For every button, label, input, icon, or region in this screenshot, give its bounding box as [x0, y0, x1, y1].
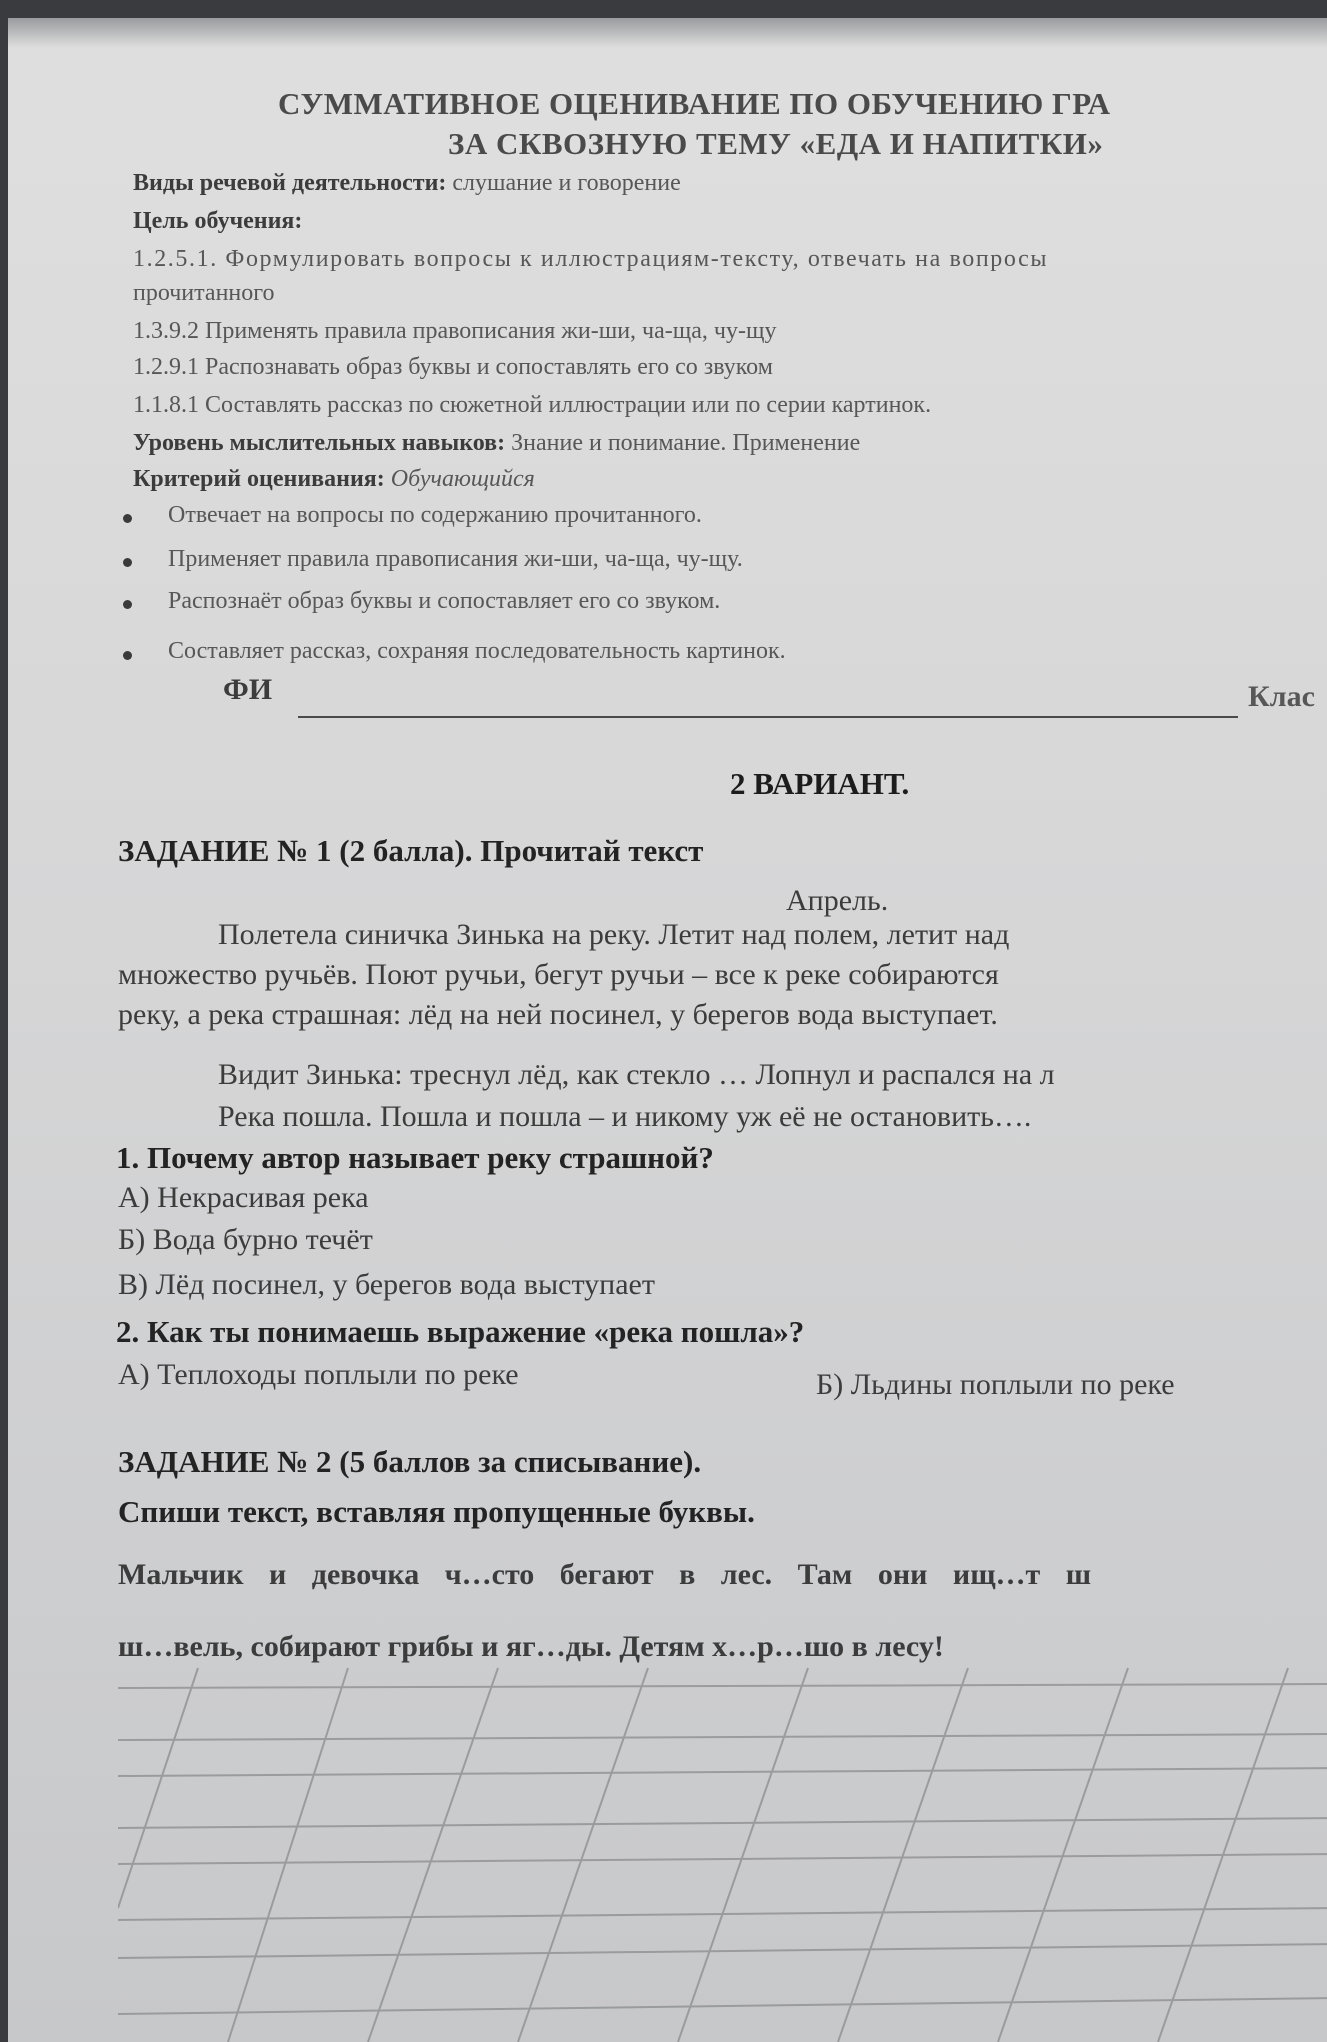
grid-line — [118, 1768, 1327, 1776]
task1-heading: ЗАДАНИЕ № 1 (2 балла). Прочитай текст — [118, 833, 704, 868]
grid-slant — [368, 1668, 498, 2042]
grid-line — [118, 1734, 1327, 1740]
answer-option[interactable]: Б) Льдины поплыли по реке — [816, 1368, 1175, 1401]
class-label: Клас — [1248, 680, 1315, 713]
grid-slant — [118, 1668, 198, 1908]
goal-item: 1.3.9.2 Применять правила правописания жи-ши, ча-ща, чу-щу — [133, 318, 777, 344]
level-value: Знание и понимание. Применение — [511, 430, 861, 456]
criterion-item: Отвечает на вопросы по содержанию прочитанного. — [168, 502, 702, 528]
fio-underline[interactable] — [298, 716, 1238, 718]
text-title: Апрель. — [786, 884, 889, 917]
goal-item: 1.2.5.1. Формулировать вопросы к иллюстрациям-тексту, отвечать на вопросы — [133, 246, 1049, 272]
answer-option[interactable]: А) Некрасивая река — [118, 1181, 369, 1214]
goal-item: прочитанного — [133, 280, 275, 306]
copy-text-line: ш…вель, собирают грибы и яг…ды. Детям х…р…шо в лесу! — [118, 1630, 944, 1663]
criterion-item: Составляет рассказ, сохраняя последовательность картинок. — [168, 638, 786, 664]
goal-label: Цель обучения: — [133, 208, 303, 234]
bullet-icon — [123, 514, 132, 523]
grid-line — [118, 1998, 1327, 2014]
text-line: множество ручьёв. Поют ручьи, бегут ручьи – все к реке собираются — [118, 958, 999, 991]
level-row — [133, 430, 860, 457]
activity-value: слушание и говорение — [452, 170, 681, 196]
grid-line — [118, 1854, 1327, 1864]
activity-label: Виды речевой деятельности: — [133, 170, 447, 196]
task2-instruction: Спиши текст, вставляя пропущенные буквы. — [118, 1494, 755, 1529]
worksheet-page — [8, 18, 1327, 2042]
variant-heading: 2 ВАРИАНТ. — [730, 766, 910, 801]
grid-slant — [228, 1668, 348, 2042]
text-line: Видит Зинька: треснул лёд, как стекло … Лопнул и распался на л — [218, 1058, 1055, 1091]
answer-option[interactable]: В) Лёд посинел, у берегов вода выступает — [118, 1268, 655, 1301]
answer-option[interactable]: А) Теплоходы поплыли по реке — [118, 1358, 519, 1391]
bullet-icon — [123, 600, 132, 609]
text-line: реку, а река страшная: лёд на ней посинел, у берегов вода выступает. — [118, 998, 998, 1031]
fio-label: ФИ — [223, 673, 273, 706]
task2-heading: ЗАДАНИЕ № 2 (5 баллов за списывание). — [118, 1444, 702, 1479]
criteria-subject: Обучающийся — [390, 466, 535, 492]
question-2: 2. Как ты понимаешь выражение «река пошла»? — [116, 1314, 805, 1349]
grid-line — [118, 1944, 1327, 1958]
page-subtitle: ЗА СКВОЗНУЮ ТЕМУ «ЕДА И НАПИТКИ» — [448, 126, 1104, 161]
activity-row — [133, 170, 681, 197]
writing-grid[interactable] — [118, 1658, 1327, 2042]
bullet-icon — [123, 651, 132, 660]
bullet-icon — [123, 558, 132, 567]
criterion-item: Применяет правила правописания жи-ши, ча-ща, чу-щу. — [168, 546, 743, 572]
text-line: Река пошла. Пошла и пошла – и никому уж её не остановить…. — [218, 1100, 1032, 1133]
page-shadow — [8, 18, 1327, 48]
goal-item: 1.1.8.1 Составлять рассказ по сюжетной иллюстрации или по серии картинок. — [133, 392, 932, 418]
level-label: Уровень мыслительных навыков: — [133, 430, 506, 456]
answer-option[interactable]: Б) Вода бурно течёт — [118, 1223, 373, 1256]
copy-text-line: Мальчик и девочка ч…сто бегают в лес. Там они ищ…т ш — [118, 1558, 1092, 1591]
criteria-row — [133, 466, 535, 493]
goal-item: 1.2.9.1 Распознавать образ буквы и сопоставлять его со звуком — [133, 354, 773, 380]
criterion-item: Распознаёт образ буквы и сопоставляет его со звуком. — [168, 588, 721, 614]
criteria-label: Критерий оценивания: — [133, 466, 385, 492]
text-line: Полетела синичка Зинька на реку. Летит над полем, летит над — [218, 918, 1010, 951]
grid-slant — [518, 1668, 648, 2042]
grid-slant — [678, 1668, 808, 2042]
question-1: 1. Почему автор называет реку страшной? — [116, 1140, 714, 1175]
page-title: СУММАТИВНОЕ ОЦЕНИВАНИЕ ПО ОБУЧЕНИЮ ГРА — [278, 86, 1111, 121]
grid-line — [118, 1684, 1327, 1688]
grid-slant — [838, 1668, 968, 2042]
